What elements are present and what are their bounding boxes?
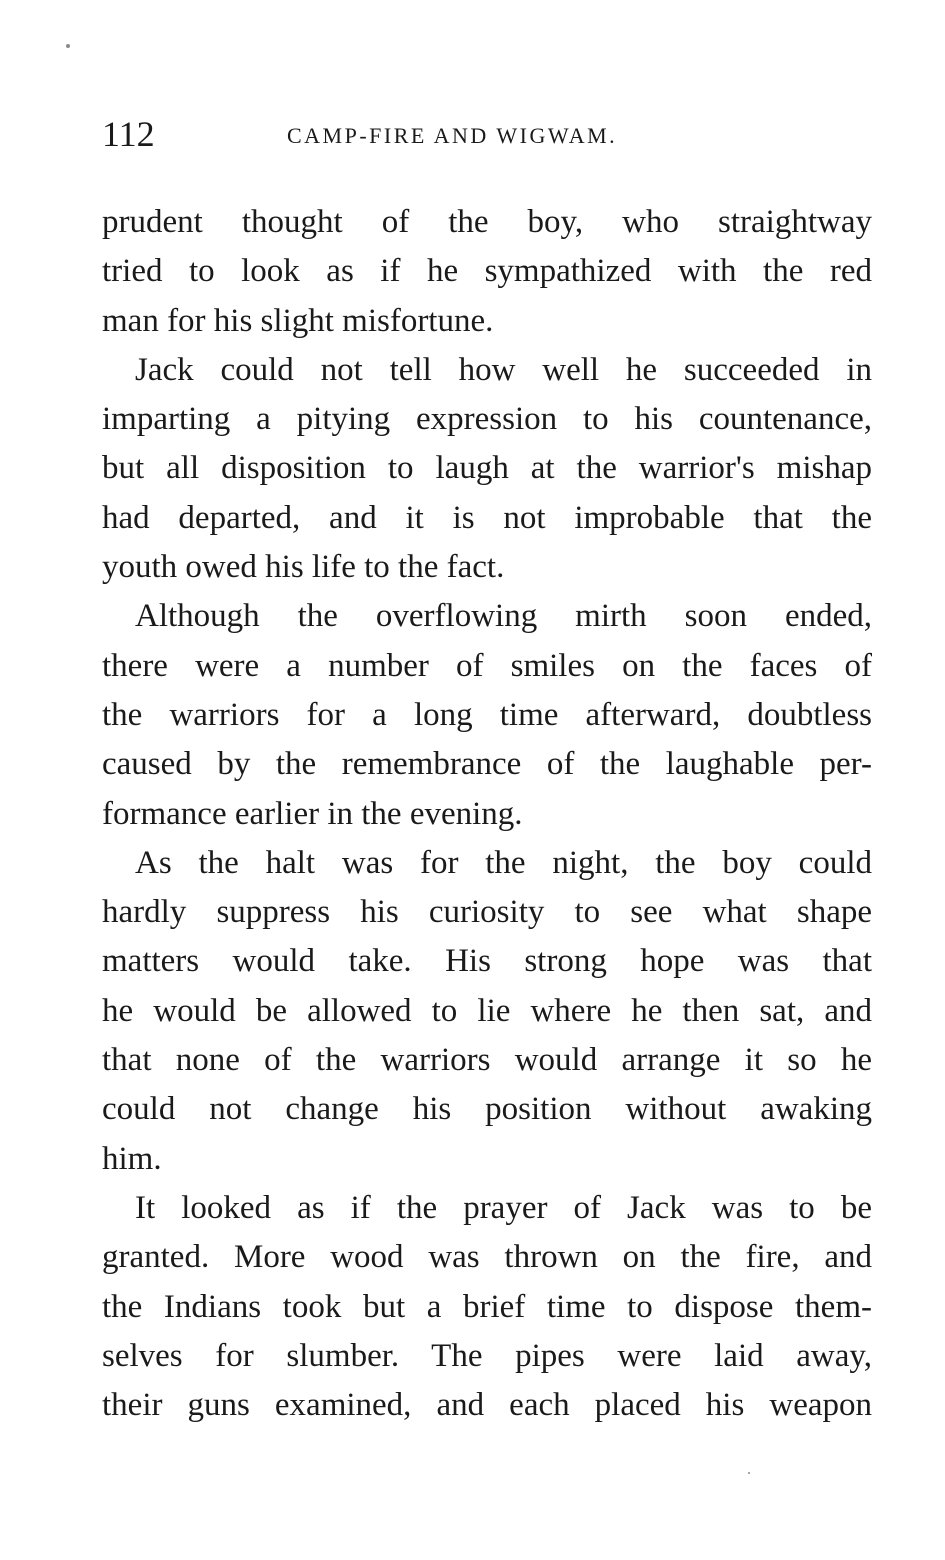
text-line: man for his slight misfortune. — [102, 302, 494, 339]
text-line: matters would take. His strong hope was that — [102, 943, 872, 980]
body-text — [102, 198, 872, 1430]
text-line: caused by the remembrance of the laughable per- — [102, 746, 872, 783]
text-line: him. — [102, 1140, 162, 1177]
text-line: that none of the warriors would arrange it so he — [102, 1042, 872, 1079]
paragraph — [102, 198, 872, 346]
text-line: Jack could not tell how well he succeeded in — [135, 351, 872, 388]
text-line: imparting a pitying expression to his countenance, — [102, 401, 872, 438]
text-line: he would be allowed to lie where he then sat, and — [102, 992, 872, 1029]
paragraph — [102, 1184, 872, 1430]
page-number: 112 — [102, 114, 155, 154]
text-line: the warriors for a long time afterward, doubtless — [102, 696, 872, 733]
text-line: tried to look as if he sympathized with the red — [102, 253, 872, 290]
text-line: It looked as if the prayer of Jack was to be — [135, 1189, 872, 1226]
paragraph — [102, 592, 872, 838]
text-line: hardly suppress his curiosity to see what shape — [102, 894, 872, 931]
ink-speck — [66, 44, 70, 48]
text-line: As the halt was for the night, the boy could — [135, 844, 872, 881]
text-line: selves for slumber. The pipes were laid away, — [102, 1337, 872, 1374]
text-line: there were a number of smiles on the faces of — [102, 647, 872, 684]
paragraph — [102, 839, 872, 1184]
paragraph — [102, 346, 872, 592]
text-line: prudent thought of the boy, who straightway — [102, 204, 872, 240]
text-line: could not change his position without awaking — [102, 1091, 872, 1128]
text-line: their guns examined, and each placed his weapon — [102, 1387, 872, 1424]
text-line: formance earlier in the evening. — [102, 795, 523, 832]
text-line: but all disposition to laugh at the warrior's mishap — [102, 450, 872, 487]
ink-speck — [748, 1472, 750, 1474]
text-line: had departed, and it is not improbable that the — [102, 499, 872, 536]
running-head — [102, 112, 872, 156]
text-line: youth owed his life to the fact. — [102, 549, 505, 586]
text-line: Although the overflowing mirth soon ended, — [135, 598, 872, 635]
running-head-title: CAMP-FIRE AND WIGWAM. — [287, 123, 618, 148]
text-line: the Indians took but a brief time to dispose them- — [102, 1288, 872, 1325]
text-line: granted. More wood was thrown on the fire, and — [102, 1239, 872, 1276]
